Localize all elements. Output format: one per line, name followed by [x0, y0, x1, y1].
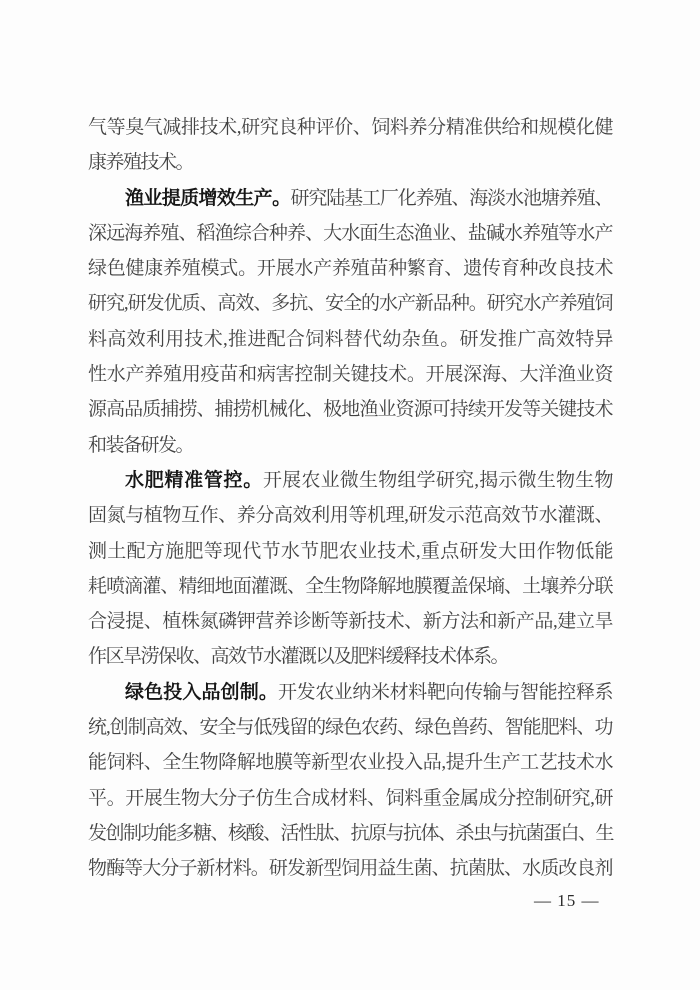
text-run: 开发农业纳米材料靶向传输与智能控释系 [277, 681, 612, 703]
paragraph-water-fertilizer-control [88, 463, 612, 675]
text-line [88, 181, 612, 216]
text-line: 耗喷滴灌、精细地面灌溉、全生物降解地膜覆盖保墒、土壤养分联 [88, 575, 612, 597]
text-line: 康养殖技术。 [88, 152, 194, 174]
section-heading-green-inputs: 绿色投入品创制。 [125, 681, 278, 703]
text-line: 能饲料、全生物降解地膜等新型农业投入品,提升生产工艺技术水 [88, 752, 612, 774]
text-line: 和装备研发。 [88, 434, 194, 456]
text-line: 绿色健康养殖模式。开展水产养殖苗种繁育、遗传育种改良技术 [88, 258, 612, 280]
text-line: 作区旱涝保收、高效节水灌溉以及肥料缓释技术体系。 [88, 646, 509, 668]
page-number: — 15 — [534, 891, 600, 910]
text-line: 料高效利用技术,推进配合饲料替代幼杂鱼。研发推广高效特异 [88, 328, 612, 350]
text-line [88, 675, 612, 710]
text-line: 深远海养殖、稻渔综合种养、大水面生态渔业、盐碱水养殖等水产 [88, 222, 612, 244]
document-body-text [88, 110, 612, 887]
paragraph-green-inputs [88, 675, 612, 887]
text-line: 物酶等大分子新材料。研发新型饲用益生菌、抗菌肽、水质改良剂 [88, 858, 612, 880]
text-run: 研究陆基工厂化养殖、海淡水池塘养殖、 [290, 187, 612, 209]
paragraph-continuation [88, 110, 612, 181]
text-line: 研究,研发优质、高效、多抗、安全的水产新品种。研究水产养殖饲 [88, 293, 612, 315]
text-line: 发创制功能多糖、核酸、活性肽、抗原与抗体、杀虫与抗菌蛋白、生 [88, 822, 614, 844]
text-run: 开展农业微生物组学研究,揭示微生物生物 [262, 469, 612, 491]
text-line: 性水产养殖用疫苗和病害控制关键技术。开展深海、大洋渔业资 [88, 364, 612, 386]
text-line: 测土配方施肥等现代节水节肥农业技术,重点研发大田作物低能 [88, 540, 612, 562]
text-line: 气等臭气减排技术,研究良种评价、饲料养分精准供给和规模化健 [88, 117, 612, 138]
section-heading-water-fertilizer: 水肥精准管控。 [125, 469, 263, 491]
section-heading-fishery: 渔业提质增效生产。 [125, 187, 291, 209]
text-line: 固氮与植物互作、养分高效利用等机理,研发示范高效节水灌溉、 [88, 505, 612, 527]
text-line [88, 463, 612, 498]
text-line: 统,创制高效、安全与低残留的绿色农药、绿色兽药、智能肥料、功 [88, 717, 612, 739]
text-line: 平。开展生物大分子仿生合成材料、饲料重金属成分控制研究,研 [88, 787, 612, 809]
paragraph-fishery-production [88, 181, 612, 463]
text-line: 合浸提、植株氮磷钾营养诊断等新技术、新方法和新产品,建立旱 [88, 611, 612, 633]
text-line: 源高品质捕捞、捕捞机械化、极地渔业资源可持续开发等关键技术 [88, 399, 612, 421]
